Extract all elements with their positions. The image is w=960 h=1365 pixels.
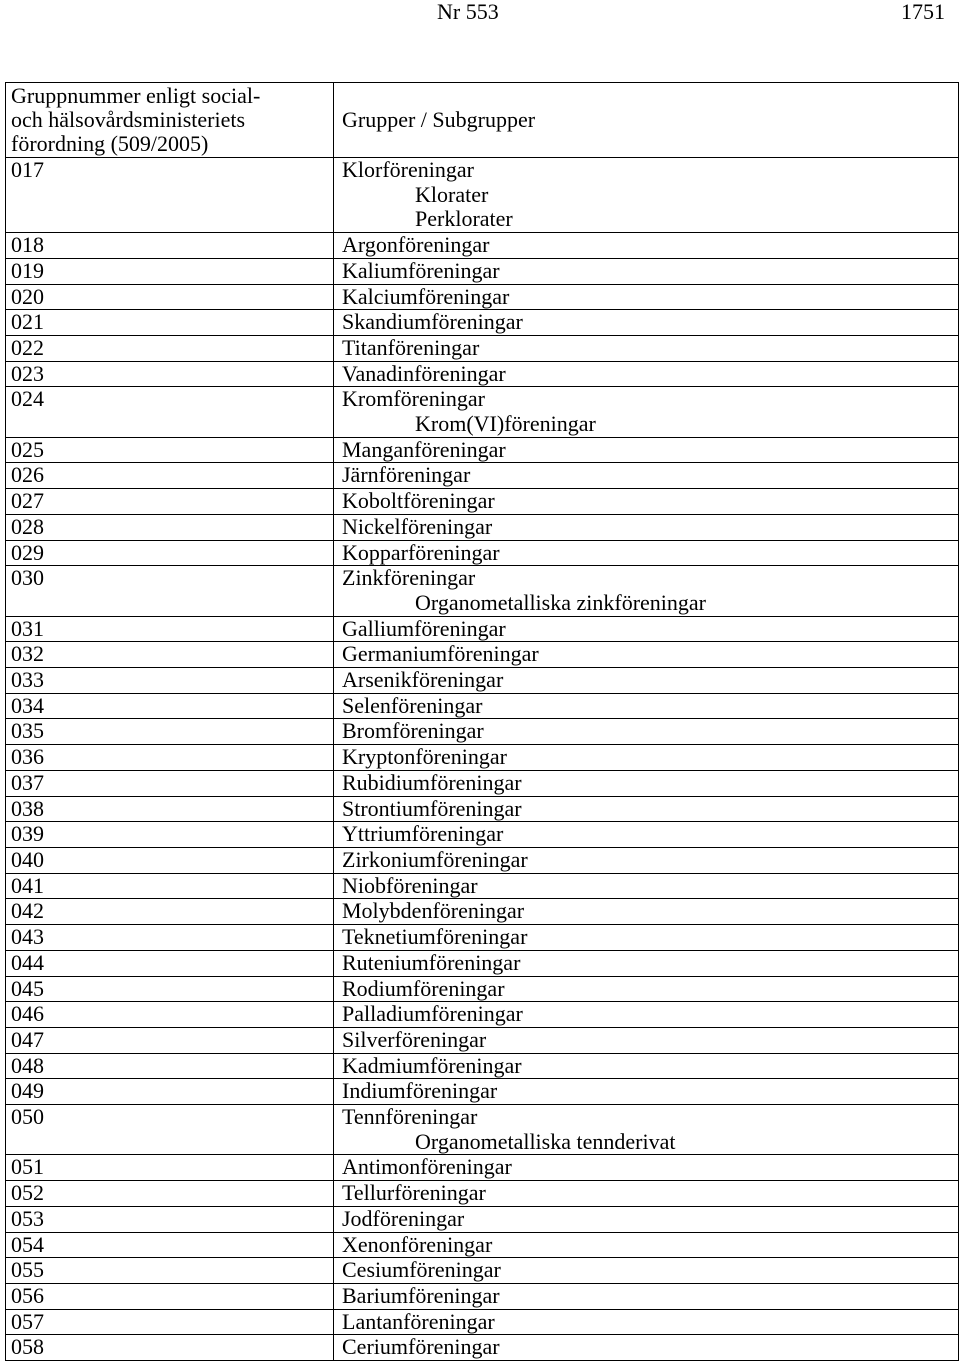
group-number: 047 [11,1026,44,1052]
group-name: Silverföreningar [342,1026,487,1052]
group-number: 020 [11,283,44,309]
group-name: Ruteniumföreningar [342,949,521,975]
group-name: Ceriumföreningar [342,1334,500,1360]
group-cell [333,771,958,796]
group-name: Indiumföreningar [342,1078,498,1104]
group-number: 050 [11,1104,44,1130]
table-row [6,1232,958,1258]
group-name: Yttriumföreningar [342,821,504,847]
group-cell [333,1207,958,1232]
group-name: Xenonföreningar [342,1231,493,1257]
group-cell [333,977,958,1002]
group-cell [333,541,958,566]
group-number: 027 [11,488,44,514]
group-number: 042 [11,898,44,924]
group-cell [333,719,958,744]
table-row [6,157,958,232]
table-row [6,847,958,873]
group-number: 024 [11,386,44,412]
group-number: 025 [11,436,44,462]
group-number: 044 [11,949,44,975]
subgroup-name: Klorater [415,181,489,207]
table-row [6,1257,958,1283]
subgroup-name: Perklorater [415,206,513,232]
number-header-line: och hälsovårdsministeriets [11,107,246,132]
group-name: Bariumföreningar [342,1282,500,1308]
table-row [6,744,958,770]
table-row [6,1180,958,1206]
group-name: Klorföreningar [342,157,474,182]
table-row [6,462,958,488]
group-cell [333,642,958,667]
group-number: 023 [11,360,44,386]
group-number: 041 [11,872,44,898]
group-number: 033 [11,667,44,693]
group-cell [333,1028,958,1053]
group-number: 057 [11,1308,44,1334]
group-number: 031 [11,615,44,641]
group-number: 030 [11,565,44,591]
group-name: Argonföreningar [342,232,490,258]
group-cell [333,1284,958,1309]
number-column-header [6,83,333,157]
group-number: 022 [11,334,44,360]
table-row [6,1309,958,1335]
table-row [6,514,958,540]
group-name: Jodföreningar [342,1205,465,1231]
group-number: 051 [11,1154,44,1180]
group-name: Niobföreningar [342,872,478,898]
group-cell [333,233,958,258]
group-cell [333,336,958,361]
group-number: 048 [11,1052,44,1078]
group-number: 055 [11,1257,44,1283]
group-cell [333,694,958,719]
group-cell [333,1258,958,1283]
table-row [6,1053,958,1079]
group-number: 019 [11,257,44,283]
group-number: 026 [11,462,44,488]
group-cell [333,285,958,310]
group-name: Galliumföreningar [342,615,506,641]
group-name: Kopparföreningar [342,539,500,565]
group-number: 046 [11,1001,44,1027]
group-number: 054 [11,1231,44,1257]
table-row [6,1154,958,1180]
table-row [6,284,958,310]
number-header-line: Gruppnummer enligt social- [11,83,261,108]
group-cell [333,925,958,950]
group-cell [333,1105,958,1154]
group-name: Germaniumföreningar [342,641,539,667]
table-row [6,565,958,615]
table-row [6,718,958,744]
group-column-header [333,83,958,157]
table-row [6,1027,958,1053]
group-number: 058 [11,1334,44,1360]
group-cell [333,310,958,335]
group-number: 039 [11,821,44,847]
table-row [6,1206,958,1232]
table-row [6,873,958,899]
group-cell [333,1079,958,1104]
subgroup-name: Organometalliska tennderivat [415,1128,676,1154]
group-number: 018 [11,232,44,258]
group-cell [333,463,958,488]
group-name: Tennföreningar [342,1104,478,1130]
group-name: Kromföreningar [342,386,485,412]
group-header-label: Grupper / Subgrupper [342,107,536,132]
group-number: 035 [11,718,44,744]
group-number: 029 [11,539,44,565]
group-cell [333,1335,958,1360]
table-row [6,641,958,667]
group-table [5,82,959,1361]
group-cell [333,566,958,615]
group-cell [333,797,958,822]
group-name: Lantanföreningar [342,1308,495,1334]
table-row [6,693,958,719]
group-name: Antimonföreningar [342,1154,512,1180]
group-number: 045 [11,975,44,1001]
group-cell [333,158,958,232]
group-name: Kaliumföreningar [342,257,500,283]
group-name: Selenföreningar [342,692,483,718]
subgroup-name: Organometalliska zinkföreningar [415,589,706,615]
group-name: Cesiumföreningar [342,1257,501,1283]
group-cell [333,438,958,463]
table-row [6,770,958,796]
group-number: 040 [11,846,44,872]
group-cell [333,489,958,514]
table-row [6,1334,958,1360]
table-row [6,821,958,847]
table-row [6,1078,958,1104]
table-row [6,361,958,387]
group-cell [333,899,958,924]
table-row [6,976,958,1002]
group-cell [333,617,958,642]
table-row [6,924,958,950]
group-number: 021 [11,309,44,335]
table-row [6,258,958,284]
table-row [6,950,958,976]
group-number: 052 [11,1180,44,1206]
group-number: 017 [11,157,44,182]
table-row [6,232,958,258]
table-row [6,667,958,693]
group-number: 038 [11,795,44,821]
page-number: 1751 [901,0,945,24]
subgroup-name: Krom(VI)föreningar [415,411,596,437]
group-name: Kryptonföreningar [342,744,507,770]
group-name: Molybdenföreningar [342,898,525,924]
group-number: 036 [11,744,44,770]
group-number: 043 [11,924,44,950]
group-name: Tellurföreningar [342,1180,486,1206]
group-cell [333,362,958,387]
table-body [6,157,958,1360]
group-name: Zinkföreningar [342,565,476,591]
group-name: Titanföreningar [342,334,480,360]
table-row [6,540,958,566]
group-name: Rodiumföreningar [342,975,505,1001]
group-number: 037 [11,769,44,795]
group-cell [333,1054,958,1079]
group-name: Kalciumföreningar [342,283,510,309]
number-header-line: förordning (509/2005) [11,131,209,156]
group-name: Zirkoniumföreningar [342,846,528,872]
group-number: 049 [11,1078,44,1104]
group-cell [333,387,958,436]
group-number: 032 [11,641,44,667]
group-number: 056 [11,1282,44,1308]
group-cell [333,1155,958,1180]
group-name: Skandiumföreningar [342,309,523,335]
group-name: Teknetiumföreningar [342,924,528,950]
group-cell [333,874,958,899]
table-header-row [6,83,958,157]
group-name: Vanadinföreningar [342,360,506,386]
table-row [6,1001,958,1027]
group-cell [333,1002,958,1027]
group-name: Palladiumföreningar [342,1001,523,1027]
group-cell [333,515,958,540]
group-number: 028 [11,513,44,539]
group-cell [333,1310,958,1335]
table-row [6,616,958,642]
group-cell [333,1233,958,1258]
group-name: Järnföreningar [342,462,471,488]
group-cell [333,668,958,693]
group-name: Arsenikföreningar [342,667,504,693]
table-row [6,796,958,822]
table-row [6,386,958,436]
group-number: 053 [11,1205,44,1231]
group-name: Rubidiumföreningar [342,769,522,795]
group-cell [333,951,958,976]
table-row [6,437,958,463]
group-cell [333,259,958,284]
table-row [6,335,958,361]
issue-number: Nr 553 [437,0,499,24]
group-cell [333,848,958,873]
group-name: Strontiumföreningar [342,795,522,821]
group-name: Manganföreningar [342,436,506,462]
table-row [6,488,958,514]
table-row [6,1283,958,1309]
table-row [6,898,958,924]
group-name: Kadmiumföreningar [342,1052,522,1078]
group-cell [333,745,958,770]
group-name: Koboltföreningar [342,488,495,514]
group-number: 034 [11,692,44,718]
group-name: Nickelföreningar [342,513,493,539]
group-cell [333,822,958,847]
table-row [6,1104,958,1154]
group-cell [333,1181,958,1206]
group-name: Bromföreningar [342,718,484,744]
table-row [6,309,958,335]
